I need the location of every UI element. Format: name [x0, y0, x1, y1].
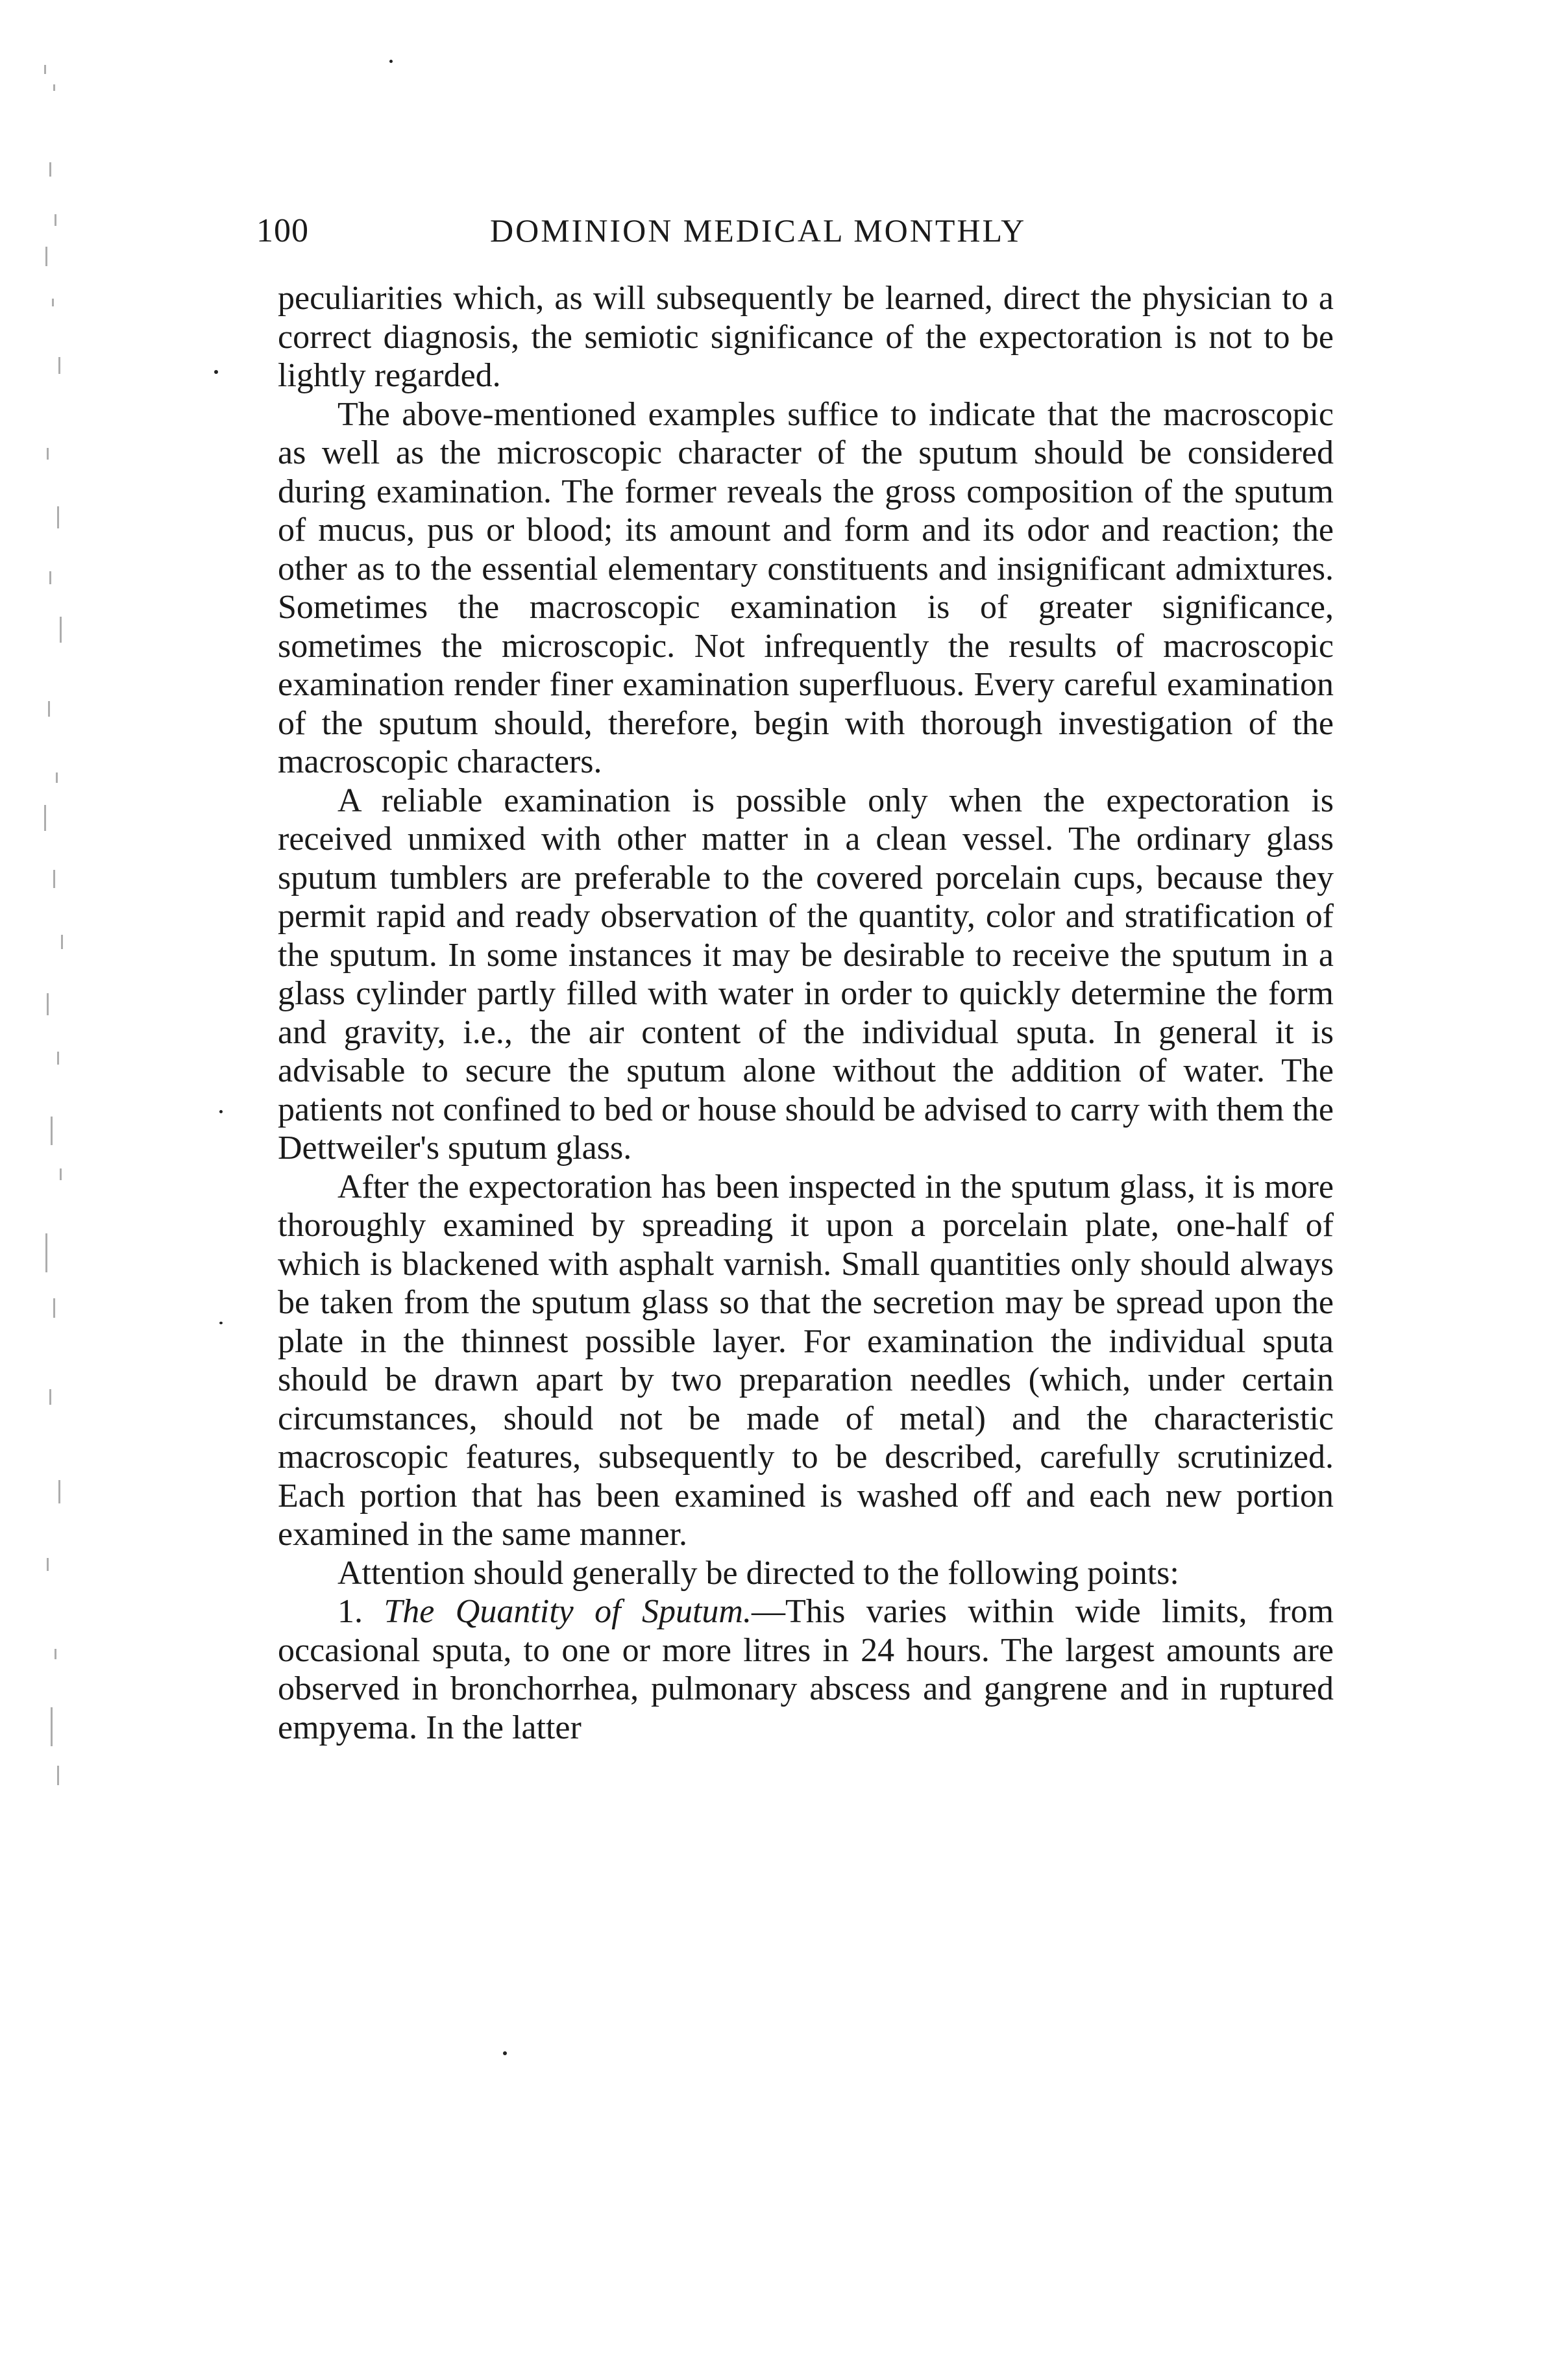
numbered-point-quantity	[278, 1592, 1334, 1747]
point-number: 1.	[337, 1593, 363, 1630]
scan-edge-marks	[40, 52, 86, 1805]
body-text	[278, 279, 1334, 1747]
journal-title: DOMINION MEDICAL MONTHLY	[490, 212, 1027, 249]
paragraph-reliable-examination: A reliable examination is possible only when the expectoration is received unmixed with other matter in a clean vessel. The ordinary glass sputum tumblers are preferable to the covered porcelain cups, because they permit rapid and ready observation of the quantity, color and stratification of the sputum. In some instances it may be desirable to receive the sputum in a glass cylinder partly filled with water in order to quickly determine the form and gravity, i.e., the air content of the individual sputa. In general it is advisable to secure the sputum alone without the addition of water. The patients not confined to bed or house should be advised to carry with them the Dettweiler's sputum glass.	[278, 782, 1334, 1167]
paragraph-macroscopic-character: The above-mentioned examples suffice to indicate that the macroscopic as well as the microscopic character of the sputum should be considered during examination. The former reveals the gross composition of the sputum of mucus, pus or blood; its amount and form and its odor and reaction; the other as to the essential elementary constituents and insignificant admixtures. Sometimes the macroscopic examination is of greater significance, sometimes the microscopic. Not infrequently the results of macroscopic examination render finer examination superfluous. Every careful examination of the sputum should, therefore, begin with thorough investigation of the macroscopic characters.	[278, 395, 1334, 780]
paragraph-continuation: peculiarities which, as will subsequently be learned, direct the physician to a correct diagnosis, the semiotic significance of the expectoration is not to be lightly regarded.	[278, 280, 1334, 394]
paragraph-attention-points: Attention should generally be directed to the following points:	[337, 1554, 1179, 1592]
page-number: 100	[256, 212, 309, 249]
running-head	[256, 212, 1334, 257]
point-text: —This varies within wide limits, from occasional sputa, to one or more litres in 24 hours. The largest amounts are observed in bronchorrhea, pulmonary abscess and gangrene and in ruptured empyema. In the latter	[278, 1593, 1334, 1746]
point-title: The Quantity of Sputum.	[384, 1593, 752, 1630]
paragraph-porcelain-plate: After the expectoration has been inspected in the sputum glass, it is more thoroughly examined by spreading it upon a porcelain plate, one-half of which is blackened with asphalt varnish. Small quantities only should always be taken from the sputum glass so that the secretion may be spread upon the plate in the thinnest possible layer. For examination the individual sputa should be drawn apart by two preparation needles (which, under certain circumstances, should not be made of metal) and the characteristic macroscopic features, subsequently to be described, carefully scrutinized. Each portion that has been examined is washed off and each new portion examined in the same manner.	[278, 1168, 1334, 1553]
